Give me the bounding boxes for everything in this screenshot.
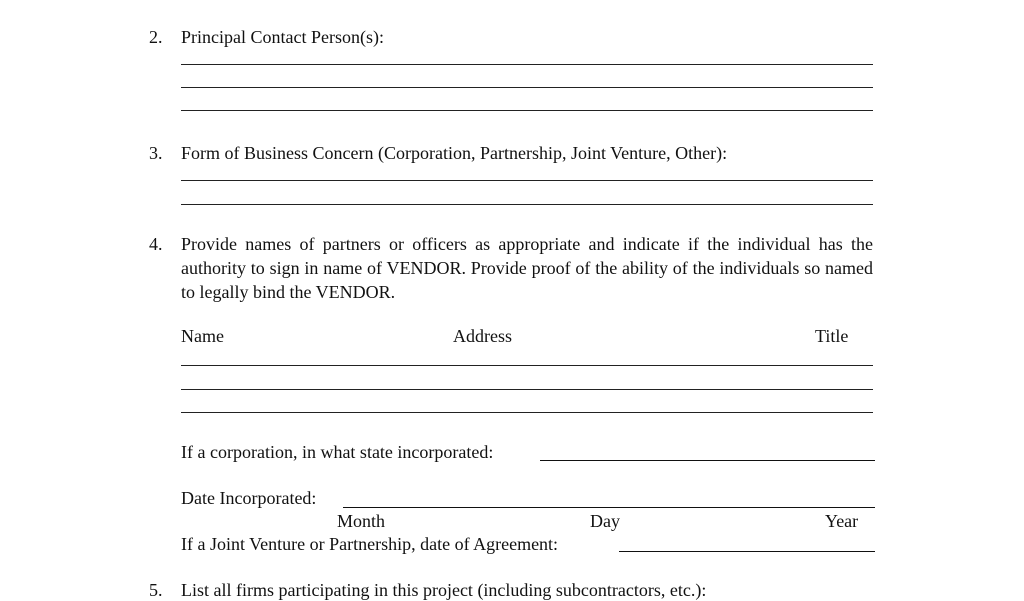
business-form-line-2[interactable] xyxy=(181,204,873,205)
date-incorporated-field[interactable] xyxy=(343,507,875,508)
state-incorporated-label: If a corporation, in what state incorporated: xyxy=(181,442,494,462)
item-4-text: Provide names of partners or officers as appropriate and indicate if the individual has the authority to sign in name of VENDOR. Provide proof of the ability of the individuals so named to legally bind the VENDOR. xyxy=(181,234,873,302)
contact-line-3[interactable] xyxy=(181,110,873,111)
item-5-number: 5. xyxy=(149,580,163,600)
business-form-line-1[interactable] xyxy=(181,180,873,181)
item-5-label: List all firms participating in this project (including subcontractors, etc.): xyxy=(181,580,707,600)
date-day-label: Day xyxy=(590,511,620,531)
state-incorporated-field[interactable] xyxy=(540,460,875,461)
contact-line-1[interactable] xyxy=(181,64,873,65)
date-year-label: Year xyxy=(825,511,859,531)
officer-line-1[interactable] xyxy=(181,365,873,366)
item-3-label: Form of Business Concern (Corporation, Partnership, Joint Venture, Other): xyxy=(181,143,728,163)
item-2-number: 2. xyxy=(149,27,163,47)
agreement-date-field[interactable] xyxy=(619,551,875,552)
date-month-label: Month xyxy=(337,511,386,531)
date-incorporated-label: Date Incorporated: xyxy=(181,488,317,508)
item-2-label: Principal Contact Person(s): xyxy=(181,27,384,47)
column-header-address: Address xyxy=(453,326,512,346)
agreement-date-label: If a Joint Venture or Partnership, date of Agreement: xyxy=(181,534,559,554)
column-header-title: Title xyxy=(815,326,849,346)
contact-line-2[interactable] xyxy=(181,87,873,88)
officer-line-3[interactable] xyxy=(181,412,873,413)
item-4-number: 4. xyxy=(149,234,163,254)
item-3-number: 3. xyxy=(149,143,163,163)
officer-line-2[interactable] xyxy=(181,389,873,390)
column-header-name: Name xyxy=(181,326,224,346)
